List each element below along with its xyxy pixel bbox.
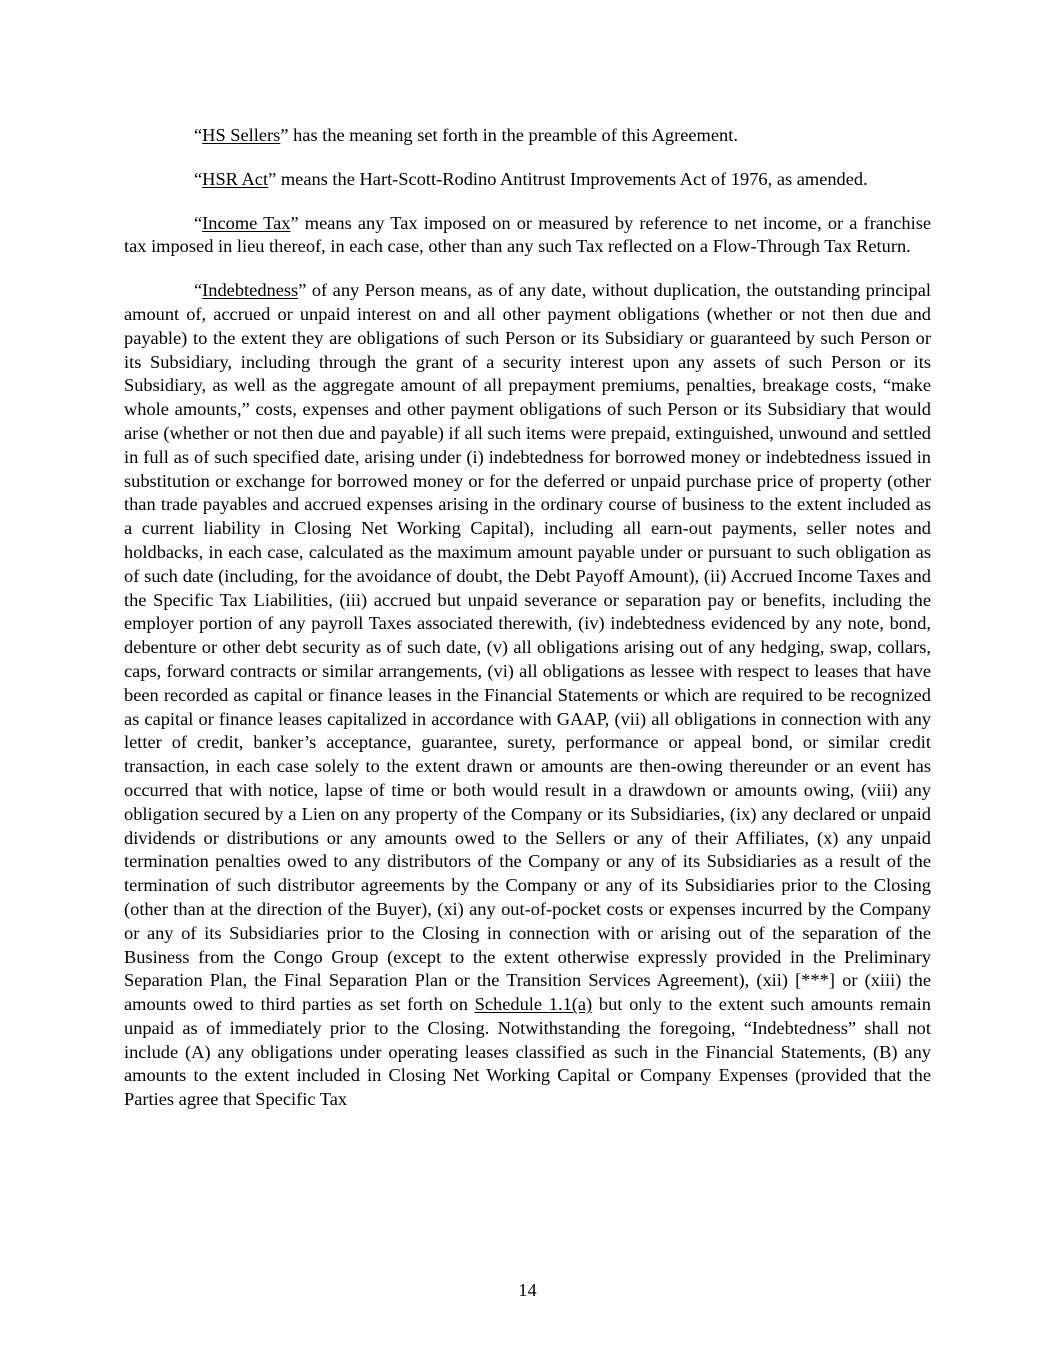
defined-term: HSR Act xyxy=(202,168,269,189)
definition-indebtedness xyxy=(124,279,931,1112)
definition-text: ” means the Hart-Scott-Rodino Antitrust Improvements Act of 1976, as amended. xyxy=(268,168,868,189)
open-quote: “ xyxy=(194,125,203,145)
defined-term: Indebtedness xyxy=(202,280,299,301)
defined-term: Income Tax xyxy=(202,212,291,233)
definition-text: ” of any Person means, as of any date, without duplication, the outstanding principal amount of, accrued or unpaid interest on and all other payment obligations (whether or not then due and payable) to the extent they are obligations of such Person or its Subsidiary or guaranteed by such Person or its Subsidiary, including through the grant of a security interest upon any assets of such Person or its Subsidiary, as well as the aggregate amount of all prepayment premiums, penalties, breakage costs, “make whole amounts,” costs, expenses and other payment obligations of such Person or its Subsidiary that would arise (whether or not then due and payable) if all such items were prepaid, extinguished, unwound and settled in full as of such specified date, arising under (i) indebtedness for borrowed money or indebtedness issued in substitution or exchange for borrowed money or for the deferred or unpaid purchase price of property (other than trade payables and accrued expenses arising in the ordinary course of business to the extent included as a current liability in Closing Net Working Capital), including all earn-out payments, seller notes and holdbacks, in each case, calculated as the maximum amount payable under or pursuant to such obligation as of such date (including, for the avoidance of doubt, the Debt Payoff Amount), (ii) Accrued Income Taxes and the Specific Tax Liabilities, (iii) accrued but unpaid severance or separation pay or benefits, including the employer portion of any payroll Taxes associated therewith, (iv) indebtedness evidenced by any note, bond, debenture or other debt security as of such date, (v) all obligations arising out of any hedging, swap, collars, caps, forward contracts or similar arrangements, (vi) all obligations as lessee with respect to leases that have been recorded as capital or finance leases in the Financial Statements or which are required to be recognized as capital or finance leases capitalized in accordance with GAAP, (vii) all obligations in connection with any letter of credit, banker’s acceptance, guarantee, surety, performance or appeal bond, or similar credit transaction, in each case solely to the extent drawn or amounts are then-owing thereunder or an event has occurred that with notice, lapse of time or both would result in a drawdown or amounts owing, (viii) any obligation secured by a Lien on any property of the Company or its Subsidiaries, (ix) any declared or unpaid dividends or distributions or any amounts owed to the Sellers or any of their Affiliates, (x) any unpaid termination penalties owed to any distributors of the Company or any of its Subsidiaries as a result of the termination of such distributor agreements by the Company or any of its Subsidiaries prior to the Closing (other than at the direction of the Buyer), (xi) any out-of-pocket costs or expenses incurred by the Company or any of its Subsidiaries prior to the Closing in connection with or arising out of the separation of the Business from the Congo Group (except to the extent otherwise expressly provided in the Preliminary Separation Plan, the Final Separation Plan or the Transition Services Agreement), (xii) [***] or (xiii) the amounts owed to third parties as set forth on xyxy=(124,280,931,1015)
definition-income-tax xyxy=(124,212,931,260)
schedule-reference: Schedule 1.1(a) xyxy=(474,994,593,1015)
definition-text-continued: but only to the extent such amounts remain unpaid as of immediately prior to the Closing. Notwithstanding the foregoing, “Indebtedness” shall not include (A) any obligations under operating leases classified as such in the Financial Statements, (B) any amounts to the extent included in Closing Net Working Capital or Company Expenses (provided that the Parties agree that Specific Tax xyxy=(124,994,931,1110)
definition-text: ” has the meaning set forth in the preamble of this Agreement. xyxy=(280,125,738,145)
page-number: 14 xyxy=(518,1280,537,1300)
document-page xyxy=(124,124,931,1132)
defined-term: HS Sellers xyxy=(202,125,281,145)
definition-text: ” means any Tax imposed on or measured by reference to net income, or a franchise tax imposed in lieu thereof, in each case, other than any such Tax reflected on a Flow-Through Tax Return. xyxy=(124,212,932,257)
open-quote: “ xyxy=(194,212,203,233)
open-quote: “ xyxy=(194,168,203,189)
definition-hsr-act xyxy=(124,168,931,192)
definition-hs-sellers xyxy=(124,124,931,148)
open-quote: “ xyxy=(194,280,203,301)
